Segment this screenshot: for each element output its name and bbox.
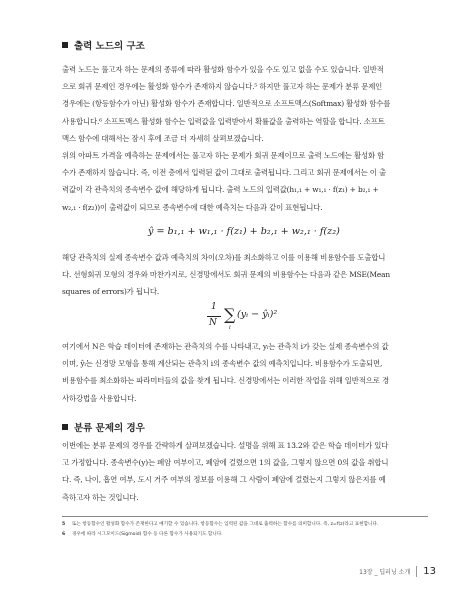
mse-denominator: N: [209, 318, 217, 328]
mse-numerator: 1: [211, 302, 217, 312]
fraction-bar: [207, 316, 221, 317]
paragraph-cost-function: 해당 관측치의 실제 종속변수 값과 예측치의 차이(오차)를 최소화하고 이를 이용해 비용함수를 도출합니 다. 선형회귀 모형의 경우와 마찬가지로, 신경망에서도 회귀 문제의 비용함수는 다음과 같은 MSE(Mean squares of errors)가 됩니다.: [62, 253, 391, 297]
page-footer: [359, 566, 436, 577]
prediction-equation: ŷ = b₁,₁ + w₁,₁ · f(z₁) + b₂,₁ + w₂,₁ · f(z₂): [148, 226, 340, 237]
chapter-label: 13장 _ 딥러닝 소개: [359, 569, 411, 576]
section-heading-output-node: 출력 노드의 구조: [62, 38, 145, 52]
section-heading-classification: 분류 문제의 경우: [62, 420, 145, 434]
sum-index: i: [229, 325, 231, 331]
paragraph-notation: 여기에서 N은 학습 데이터에 존재하는 관측치의 수를 나타내고, yᵢ는 관측치 i가 갖는 실제 종속변수의 값 이며, ŷᵢ는 신경망 모형을 통해 계산되는 관측치 i의 종속변수 값의 예측치입니다. 비용함수가 도출되면, 비용함수를 최소화하는 파라미터들의 값을 찾게 됩니다. 신경망에서는 이러한 작업을 위해 일반적으로 경 사하강법을 사용합니다.: [62, 342, 389, 403]
bullet-square-icon: [62, 42, 68, 48]
footnote-6: 6 경우에 따라 시그모이드(Sigmoid) 함수 등 다른 함수가 사용되기도 합니다.: [62, 532, 223, 537]
footnote-divider: [62, 516, 428, 517]
footnote-5: 5 또는 항등함수인 활성화 함수가 존재한다고 얘기할 수 있습니다. 항등함수는 입력된 값을 그대로 출력하는 함수를 의미합니다. 즉, z=f(z)라고 표현합니다.: [62, 522, 379, 527]
paragraph-regression-output: 위의 아파트 가격을 예측하는 문제에서는 풀고자 하는 문제가 회귀 문제이므로 출력 노드에는 활성화 함 수가 존재하지 않습니다. 즉, 이전 층에서 입력된 값이 그대로 출력됩니다. 그리고 회귀 문제에서는 이 출 력값이 각 관측치의 종속변수 값에 해당하게 됩니다. 출력 노드의 입력값(h₁,₁ + w₁,₁ · f(z₁) + b₂,₁ + w₂,₁ · f(z₂))이 출력값이 되므로 종속변수에 대한 예측치는 다음과 같이 표현됩니다.: [62, 151, 386, 212]
paragraph-classification: 이번에는 분류 문제의 경우를 간략하게 살펴보겠습니다. 설명을 위해 표 13.2와 같은 학습 데이터가 있다 고 가정합니다. 종속변수(y)는 폐암 여부이고, 폐암에 걸렸으면 1의 값을, 그렇지 않으면 0의 값을 취합니 다. 즉, 나이, 흡연 여부, 도시 거주 여부의 정보를 이용해 그 사람이 폐암에 걸렸는지 그렇지 않은지를 예 측하고자 하는 것입니다.: [62, 441, 389, 502]
sum-symbol: ∑: [224, 305, 236, 324]
mse-body: (yᵢ − ŷᵢ)²: [237, 309, 278, 320]
page-number: 13: [416, 566, 436, 577]
bullet-square-icon: [62, 424, 68, 430]
paragraph-output-node-intro: 출력 노드는 풀고자 하는 문제의 종류에 따라 활성화 함수가 있을 수도 있고 없을 수도 있습니다. 일반적 으로 회귀 문제인 경우에는 활성화 함수가 존재하지 않습니다.⁵ 하지만 풀고자 하는 문제가 분류 문제인 경우에는 (항등함수가 아닌) 활성화 함수가 존재합니다. 일반적으로 소프트맥스(Softmax) 활성화 함수를 사용합니다.⁶ 소프트맥스 활성화 함수는 입력값을 입력받아서 확률값을 출력하는 역할을 합니다. 소프트 맥스 함수에 대해서는 잠시 후에 조금 더 자세히 살펴보겠습니다.: [62, 65, 391, 143]
